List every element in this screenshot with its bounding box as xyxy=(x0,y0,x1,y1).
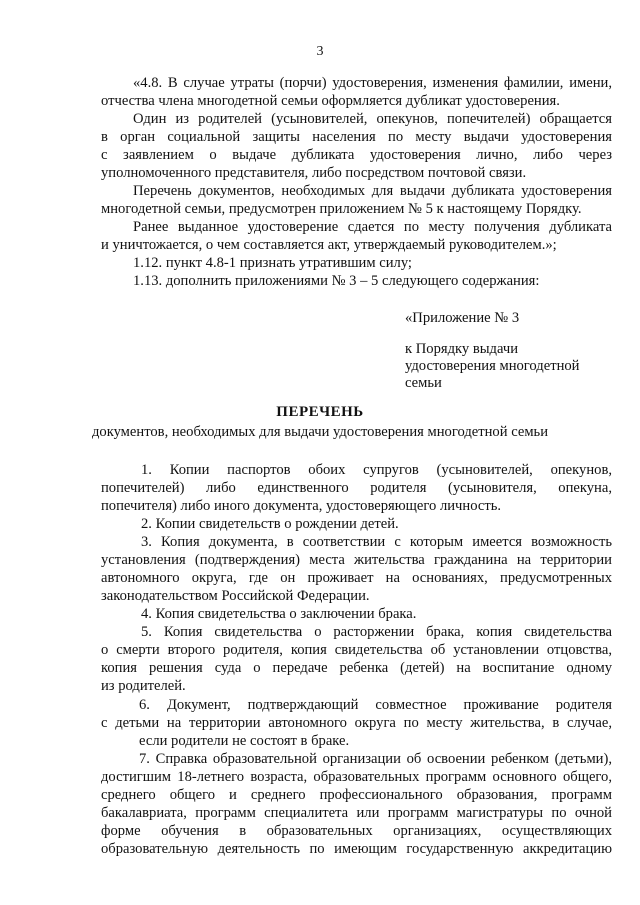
intro-line: 1.13. дополнить приложениями № 3 – 5 следующего содержания: xyxy=(133,273,540,289)
intro-line: в орган социальной защиты населения по месту выдачи удостоверения xyxy=(101,129,612,145)
appendix-number: «Приложение № 3 xyxy=(405,310,520,326)
list-line: достигшим 18-летнего возраста, образовательных программ основного общего, xyxy=(101,769,612,785)
list-line: среднего общего и среднего профессионального образования, программ xyxy=(101,787,612,803)
list-line: автономного округа, где он проживает на основаниях, предусмотренных xyxy=(101,570,612,586)
list-line: 7. Справка образовательной организации об освоении ребенком (детьми), xyxy=(139,751,612,767)
list-line: из родителей. xyxy=(101,678,186,694)
appendix-line: семьи xyxy=(405,375,442,391)
list-line: с детьми на территории автономного округа по месту жительства, в случае, xyxy=(101,715,612,731)
list-line: установления (подтверждения) места жительства гражданина на территории xyxy=(101,552,612,568)
list-line: копия решения суда о передаче ребенка (детей) на воспитание одному xyxy=(101,660,612,676)
intro-line: Ранее выданное удостоверение сдается по месту получения дубликата xyxy=(133,219,612,235)
list-line: 4. Копия свидетельства о заключении брака. xyxy=(141,606,417,622)
list-line: о смерти второго родителя, копия свидетельства об установлении отцовства, xyxy=(101,642,612,658)
list-line: 6. Документ, подтверждающий совместное проживание родителя xyxy=(139,697,612,713)
list-line: форме обучения в образовательных организациях, осуществляющих xyxy=(101,823,612,839)
list-line: 5. Копия свидетельства о расторжении брака, копия свидетельства xyxy=(141,624,612,640)
intro-line: «4.8. В случае утраты (порчи) удостоверения, изменения фамилии, имени, xyxy=(133,75,612,91)
intro-line: и уничтожается, о чем составляется акт, утверждаемый руководителем.»; xyxy=(101,237,557,253)
list-line: 3. Копия документа, в соответствии с которым имеется возможность xyxy=(141,534,612,550)
intro-line: отчества члена многодетной семьи оформляется дубликат удостоверения. xyxy=(101,93,560,109)
intro-line: с заявлением о выдаче дубликата удостоверения лично, либо через xyxy=(101,147,612,163)
list-line: попечителей) либо единственного родителя (усыновителя, опекуна, xyxy=(101,480,612,496)
intro-line: 1.12. пункт 4.8-1 признать утратившим силу; xyxy=(133,255,412,271)
document-title: ПЕРЕЧЕНЬ xyxy=(276,404,364,420)
list-line: образовательную деятельность по имеющим государственную аккредитацию xyxy=(101,841,612,857)
list-line: 2. Копии свидетельств о рождении детей. xyxy=(141,516,399,532)
page-number: 3 xyxy=(316,44,324,59)
list-line: попечителя) либо иного документа, удостоверяющего личность. xyxy=(101,498,502,514)
intro-line: Один из родителей (усыновителей, опекунов, попечителей) обращается xyxy=(133,111,612,127)
document-subtitle: документов, необходимых для выдачи удостоверения многодетной семьи xyxy=(91,424,549,440)
list-line: законодательством Российской Федерации. xyxy=(101,588,370,604)
intro-line: Перечень документов, необходимых для выдачи дубликата удостоверения xyxy=(133,183,612,199)
list-line: бакалавриата, программ специалитета или программ магистратуры по очной xyxy=(101,805,612,821)
intro-line: уполномоченного представителя, либо посредством почтовой связи. xyxy=(101,165,527,181)
list-line: если родители не состоят в браке. xyxy=(139,733,350,749)
list-line: 1. Копии паспортов обоих супругов (усыновителей, опекунов, xyxy=(141,462,612,478)
appendix-line: к Порядку выдачи xyxy=(405,341,519,357)
appendix-line: удостоверения многодетной xyxy=(405,358,580,374)
intro-line: многодетной семьи, предусмотрен приложением № 5 к настоящему Порядку. xyxy=(101,201,582,217)
